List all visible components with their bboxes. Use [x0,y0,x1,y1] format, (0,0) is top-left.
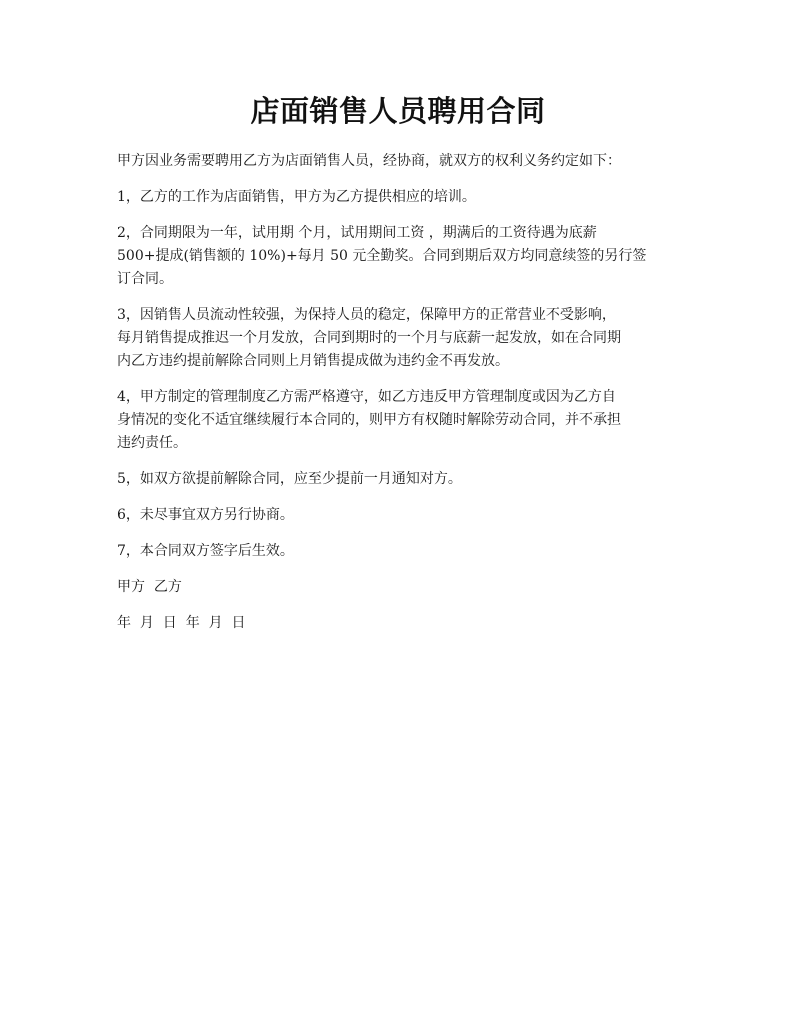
document-title: 店面销售人员聘用合同 [250,94,546,128]
clause-6: 6，未尽事宜双方另行协商。 [117,507,294,523]
clause-4-line-3: 违约责任。 [117,435,187,451]
clause-4 [117,386,682,455]
signature-dates: 年 月 日 年 月 日 [117,615,246,631]
intro-paragraph: 甲方因业务需要聘用乙方为店面销售人员，经协商，就双方的权利义务约定如下： [117,153,621,169]
signature-parties: 甲方 乙方 [117,579,182,595]
clause-2-line-2: 500+提成(销售额的 10%)+每月 50 元全勤奖。合同到期后双方均同意续签的另行签 [117,248,647,264]
document-body [117,150,682,648]
clause-3-line-2: 每月销售提成推迟一个月发放，合同到期时的一个月与底薪一起发放，如在合同期 [117,330,621,346]
clause-3-line-3: 内乙方违约提前解除合同则上月销售提成做为违约金不再发放。 [117,353,509,369]
clause-3-line-1: 3，因销售人员流动性较强，为保持人员的稳定，保障甲方的正常营业不受影响， [117,307,616,323]
clause-2 [117,222,682,291]
clause-4-line-2: 身情况的变化不适宜继续履行本合同的，则甲方有权随时解除劳动合同，并不承担 [117,412,621,428]
clause-7: 7，本合同双方签字后生效。 [117,543,294,559]
clause-4-line-1: 4，甲方制定的管理制度乙方需严格遵守，如乙方违反甲方管理制度或因为乙方自 [117,389,616,405]
clause-1: 1，乙方的工作为店面销售，甲方为乙方提供相应的培训。 [117,189,476,205]
clause-5: 5，如双方欲提前解除合同，应至少提前一月通知对方。 [117,471,462,487]
clause-2-line-1: 2，合同期限为一年，试用期 个月，试用期间工资 ，期满后的工资待遇为底薪 [117,225,597,241]
clause-3 [117,304,682,373]
clause-2-line-3: 订合同。 [117,271,173,287]
